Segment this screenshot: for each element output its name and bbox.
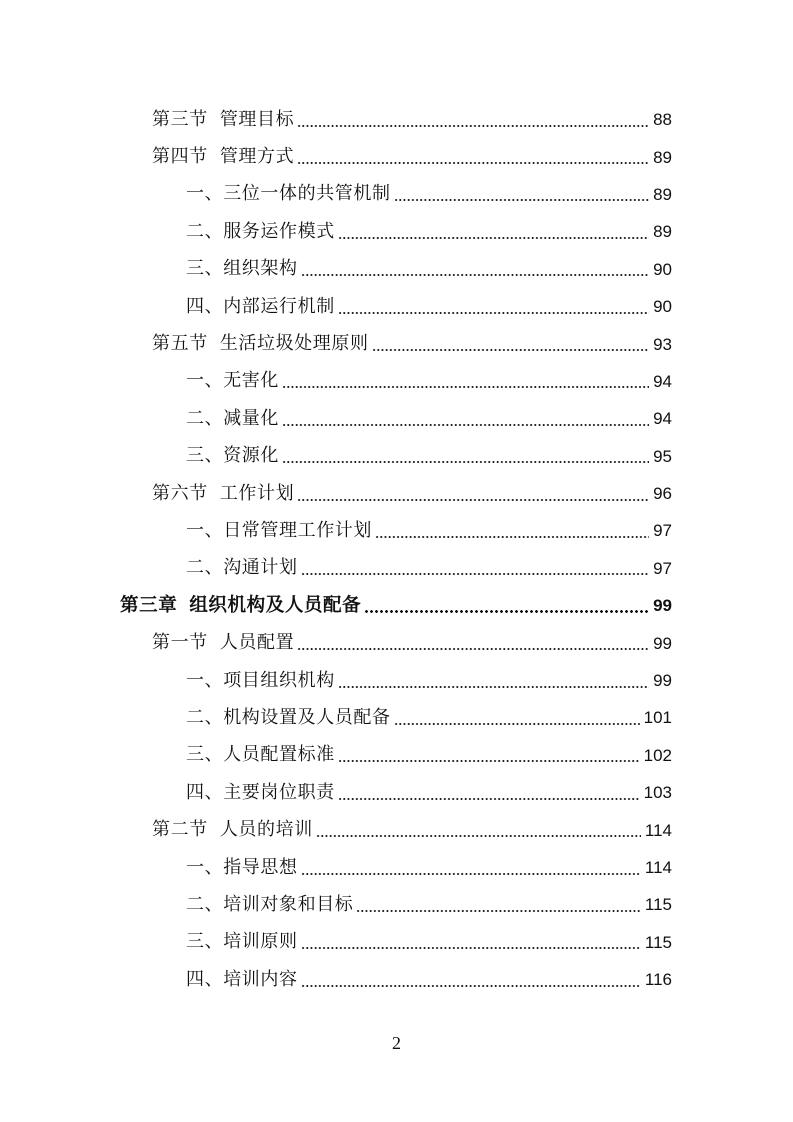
toc-entry-page: 102 [643, 745, 672, 765]
toc-entry-page: 101 [643, 708, 672, 728]
toc-entry-label: 一、 [186, 669, 224, 691]
dot-leader [297, 499, 649, 501]
table-of-contents [0, 101, 793, 998]
toc-entry-page: 103 [643, 783, 672, 803]
toc-entry-page: 88 [653, 110, 672, 130]
toc-entry[interactable] [0, 363, 793, 400]
toc-entry-label: 二、 [186, 407, 224, 429]
toc-entry[interactable] [0, 924, 793, 961]
toc-entry-page: 99 [653, 633, 672, 653]
toc-entry[interactable] [0, 662, 793, 699]
toc-entry[interactable] [0, 961, 793, 998]
toc-entry-label: 第三节 [152, 108, 208, 130]
toc-entry-title: 生活垃圾处理原则 [219, 333, 369, 355]
toc-entry-page: 89 [653, 184, 672, 204]
toc-entry-page: 94 [653, 409, 672, 429]
toc-entry[interactable] [0, 101, 793, 138]
dot-leader [372, 349, 649, 351]
toc-entry[interactable] [0, 213, 793, 250]
toc-entry-page: 114 [644, 820, 672, 840]
toc-entry-label: 第四节 [152, 146, 208, 168]
toc-entry-title: 指导思想 [223, 856, 298, 878]
toc-entry-title: 服务运作模式 [223, 220, 335, 242]
dot-leader [316, 835, 641, 837]
toc-entry-page: 90 [653, 259, 672, 279]
dot-leader [338, 237, 649, 239]
toc-entry-label: 二、 [186, 557, 224, 579]
toc-entry-label: 二、 [186, 220, 224, 242]
toc-entry[interactable] [0, 288, 793, 325]
toc-entry[interactable] [0, 176, 793, 213]
toc-entry[interactable] [0, 811, 793, 848]
toc-entry-page: 115 [644, 895, 672, 915]
toc-entry-title: 组织机构及人员配备 [189, 594, 362, 616]
toc-entry-page: 116 [644, 970, 672, 990]
toc-entry-label: 三、 [186, 445, 224, 467]
toc-entry[interactable] [0, 774, 793, 811]
toc-entry[interactable] [0, 325, 793, 362]
toc-entry-title: 人员配置 [219, 632, 295, 654]
toc-entry-label: 二、 [186, 893, 224, 915]
toc-entry-label: 三、 [186, 744, 224, 766]
toc-entry-title: 资源化 [223, 445, 280, 467]
toc-entry-title: 人员的培训 [219, 819, 313, 841]
toc-entry-label: 一、 [186, 856, 224, 878]
toc-entry-label: 第二节 [152, 819, 208, 841]
toc-entry[interactable] [0, 475, 793, 512]
dot-leader [394, 723, 640, 725]
toc-entry[interactable] [0, 512, 793, 549]
toc-entry[interactable] [0, 438, 793, 475]
toc-entry-title: 三位一体的共管机制 [223, 183, 391, 205]
dot-leader [297, 162, 649, 164]
dot-leader [282, 386, 649, 388]
toc-entry[interactable] [0, 886, 793, 923]
toc-entry-label: 四、 [186, 968, 224, 990]
dot-leader [301, 985, 641, 987]
dot-leader [364, 610, 649, 613]
toc-entry-page: 97 [653, 521, 672, 541]
toc-entry-label: 二、 [186, 706, 224, 728]
toc-entry-page: 89 [653, 147, 672, 167]
dot-leader [356, 910, 640, 912]
dot-leader [338, 686, 649, 688]
toc-entry-page: 114 [644, 858, 672, 877]
toc-entry[interactable] [0, 737, 793, 774]
toc-entry-title: 沟通计划 [223, 557, 298, 579]
toc-entry-page: 93 [653, 334, 672, 354]
toc-entry-page: 90 [653, 297, 672, 317]
toc-entry[interactable] [0, 251, 793, 288]
toc-entry-label: 四、 [186, 295, 224, 317]
toc-entry[interactable] [0, 400, 793, 437]
toc-entry-title: 管理目标 [219, 108, 295, 130]
toc-entry-page: 115 [644, 932, 672, 952]
toc-entry-page: 89 [653, 222, 672, 242]
toc-entry-title: 培训内容 [223, 968, 298, 990]
dot-leader [301, 274, 649, 276]
toc-entry-label: 一、 [186, 370, 224, 392]
dot-leader [394, 199, 649, 201]
toc-entry-page: 99 [653, 671, 672, 691]
toc-entry[interactable] [0, 624, 793, 661]
toc-entry-page: 96 [653, 484, 672, 504]
toc-entry-label: 第一节 [152, 632, 208, 654]
toc-entry-label: 第五节 [152, 333, 208, 355]
dot-leader [282, 461, 649, 463]
dot-leader [297, 648, 649, 650]
toc-entry-label: 第六节 [152, 482, 208, 504]
toc-entry-page: 94 [653, 371, 672, 391]
toc-entry-label: 第三章 [120, 594, 178, 616]
toc-entry-label: 三、 [186, 258, 224, 280]
toc-entry-page: 97 [653, 558, 672, 578]
toc-entry-title: 日常管理工作计划 [223, 519, 373, 541]
dot-leader [301, 573, 649, 575]
toc-entry-title: 项目组织机构 [223, 669, 335, 691]
toc-entry-label: 一、 [186, 183, 224, 205]
dot-leader [375, 536, 649, 538]
toc-entry-title: 主要岗位职责 [223, 781, 335, 803]
toc-entry-title: 组织架构 [223, 258, 298, 280]
toc-entry[interactable] [0, 699, 793, 736]
toc-entry[interactable] [0, 138, 793, 175]
page-number: 2 [392, 1033, 401, 1053]
toc-entry[interactable] [0, 550, 793, 587]
toc-entry-title: 无害化 [223, 370, 280, 392]
toc-chapter-entry[interactable] [0, 587, 793, 624]
toc-entry-title: 减量化 [223, 407, 280, 429]
toc-entry-page: 95 [653, 446, 672, 466]
toc-entry-title: 机构设置及人员配备 [223, 706, 391, 728]
toc-entry-page: 99 [653, 596, 672, 616]
toc-entry-label: 三、 [186, 931, 224, 953]
toc-entry-label: 一、 [186, 519, 224, 541]
toc-entry-label: 四、 [186, 781, 224, 803]
dot-leader [338, 798, 640, 800]
dot-leader [301, 873, 641, 875]
dot-leader [301, 947, 641, 949]
toc-entry-title: 人员配置标准 [223, 744, 335, 766]
toc-entry-title: 工作计划 [219, 482, 295, 504]
toc-entry-title: 培训原则 [223, 931, 298, 953]
toc-entry-title: 培训对象和目标 [223, 893, 354, 915]
dot-leader [297, 125, 649, 127]
toc-entry-title: 管理方式 [219, 146, 295, 168]
dot-leader [338, 312, 649, 314]
dot-leader [282, 424, 649, 426]
toc-entry[interactable] [0, 849, 793, 886]
dot-leader [338, 760, 640, 762]
toc-entry-title: 内部运行机制 [223, 295, 335, 317]
